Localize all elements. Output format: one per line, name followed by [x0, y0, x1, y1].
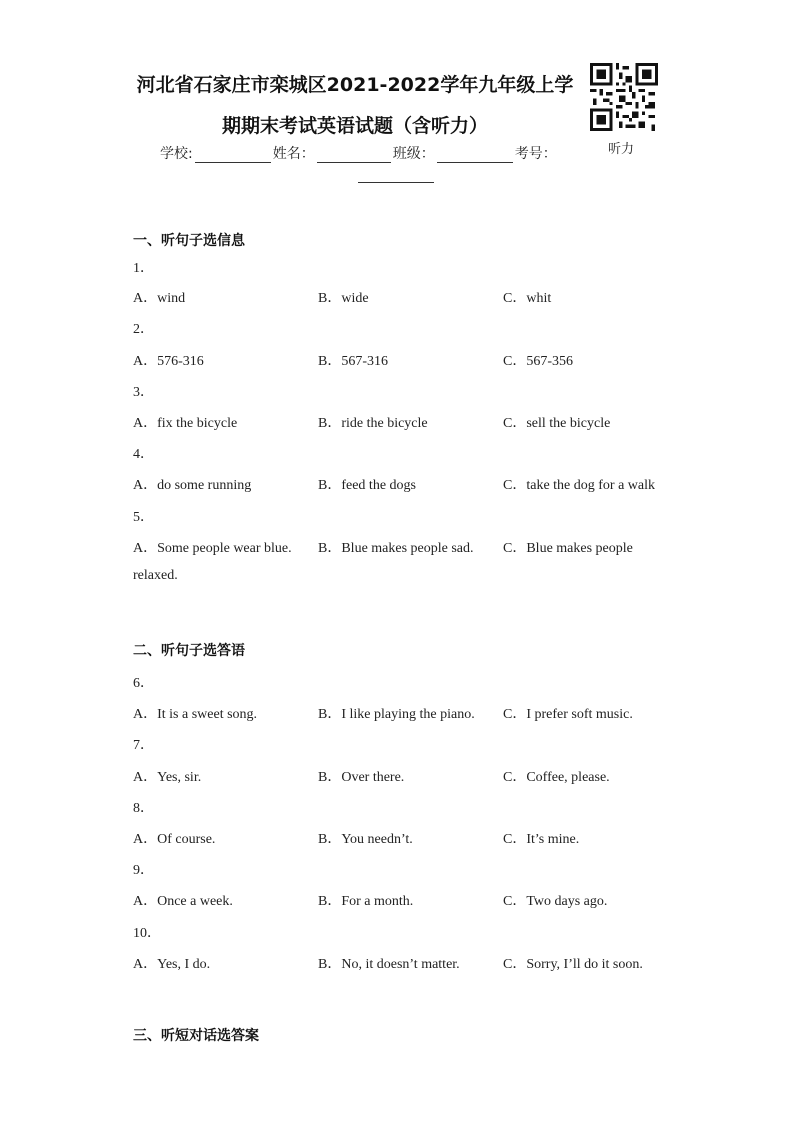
question-number: 9．	[133, 863, 154, 878]
question-number: 7．	[133, 738, 154, 753]
document-title-line-2: 期期末考试英语试题（含听力）	[221, 115, 488, 137]
section-2-title: 二、听句子选答语	[133, 643, 245, 659]
document-title-line-1: 河北省石家庄市栾城区2021-2022学年九年级上学	[136, 74, 574, 96]
option-b[interactable]: B．wide	[318, 291, 369, 306]
class-blank[interactable]	[437, 148, 513, 163]
option-b[interactable]: B．You needn’t.	[318, 832, 413, 847]
option-c[interactable]: C．sell the bicycle	[503, 416, 611, 431]
qr-caption: 听力	[608, 142, 635, 157]
question-number: 4．	[133, 447, 154, 462]
exam-number-label: 考号：	[514, 146, 557, 162]
option-c[interactable]: C．I prefer soft music.	[503, 707, 633, 722]
option-c[interactable]: C．567-356	[503, 354, 573, 369]
name-label: 姓名：	[272, 146, 315, 162]
option-wrap-text: relaxed.	[133, 568, 178, 583]
question-number: 3．	[133, 385, 154, 400]
question-number: 8．	[133, 801, 154, 816]
class-label: 班级：	[392, 146, 435, 162]
school-label: 学校:	[160, 146, 193, 162]
option-c[interactable]: C．Coffee, please.	[503, 770, 610, 785]
option-a[interactable]: A．Yes, sir.	[133, 770, 202, 785]
option-b[interactable]: B．ride the bicycle	[318, 416, 428, 431]
name-blank[interactable]	[317, 148, 391, 163]
option-c[interactable]: C．It’s mine.	[503, 832, 580, 847]
section-3-title: 三、听短对话选答案	[133, 1028, 259, 1044]
option-a[interactable]: A．Some people wear blue.	[133, 541, 292, 556]
question-number: 6．	[133, 676, 154, 691]
option-a[interactable]: A．576-316	[133, 354, 204, 369]
option-a[interactable]: A．do some running	[133, 478, 252, 493]
option-b[interactable]: B．I like playing the piano.	[318, 707, 475, 722]
qr-code-icon	[590, 63, 658, 131]
school-blank[interactable]	[195, 148, 271, 163]
option-b[interactable]: B．567-316	[318, 354, 388, 369]
option-b[interactable]: B．For a month.	[318, 894, 414, 909]
option-b[interactable]: B．No, it doesn’t matter.	[318, 957, 460, 972]
option-a[interactable]: A．Yes, I do.	[133, 957, 211, 972]
option-b[interactable]: B．Over there.	[318, 770, 405, 785]
student-info-row	[160, 143, 557, 163]
option-c[interactable]: C．take the dog for a walk	[503, 478, 656, 493]
section-1-title: 一、听句子选信息	[133, 233, 245, 249]
option-a[interactable]: A．wind	[133, 291, 186, 306]
option-b[interactable]: B．feed the dogs	[318, 478, 416, 493]
option-a[interactable]: A．fix the bicycle	[133, 416, 238, 431]
option-a[interactable]: A．Of course.	[133, 832, 216, 847]
option-c[interactable]: C．Two days ago.	[503, 894, 608, 909]
exam-number-blank[interactable]	[358, 168, 434, 183]
question-number: 1．	[133, 261, 154, 276]
option-b[interactable]: B．Blue makes people sad.	[318, 541, 474, 556]
option-c[interactable]: C．whit	[503, 291, 552, 306]
option-a[interactable]: A．Once a week.	[133, 894, 233, 909]
option-c[interactable]: C．Blue makes people	[503, 541, 633, 556]
question-number: 5．	[133, 510, 154, 525]
question-number: 10．	[133, 926, 161, 941]
option-c[interactable]: C．Sorry, I’ll do it soon.	[503, 957, 643, 972]
question-number: 2．	[133, 322, 154, 337]
option-a[interactable]: A．It is a sweet song.	[133, 707, 258, 722]
